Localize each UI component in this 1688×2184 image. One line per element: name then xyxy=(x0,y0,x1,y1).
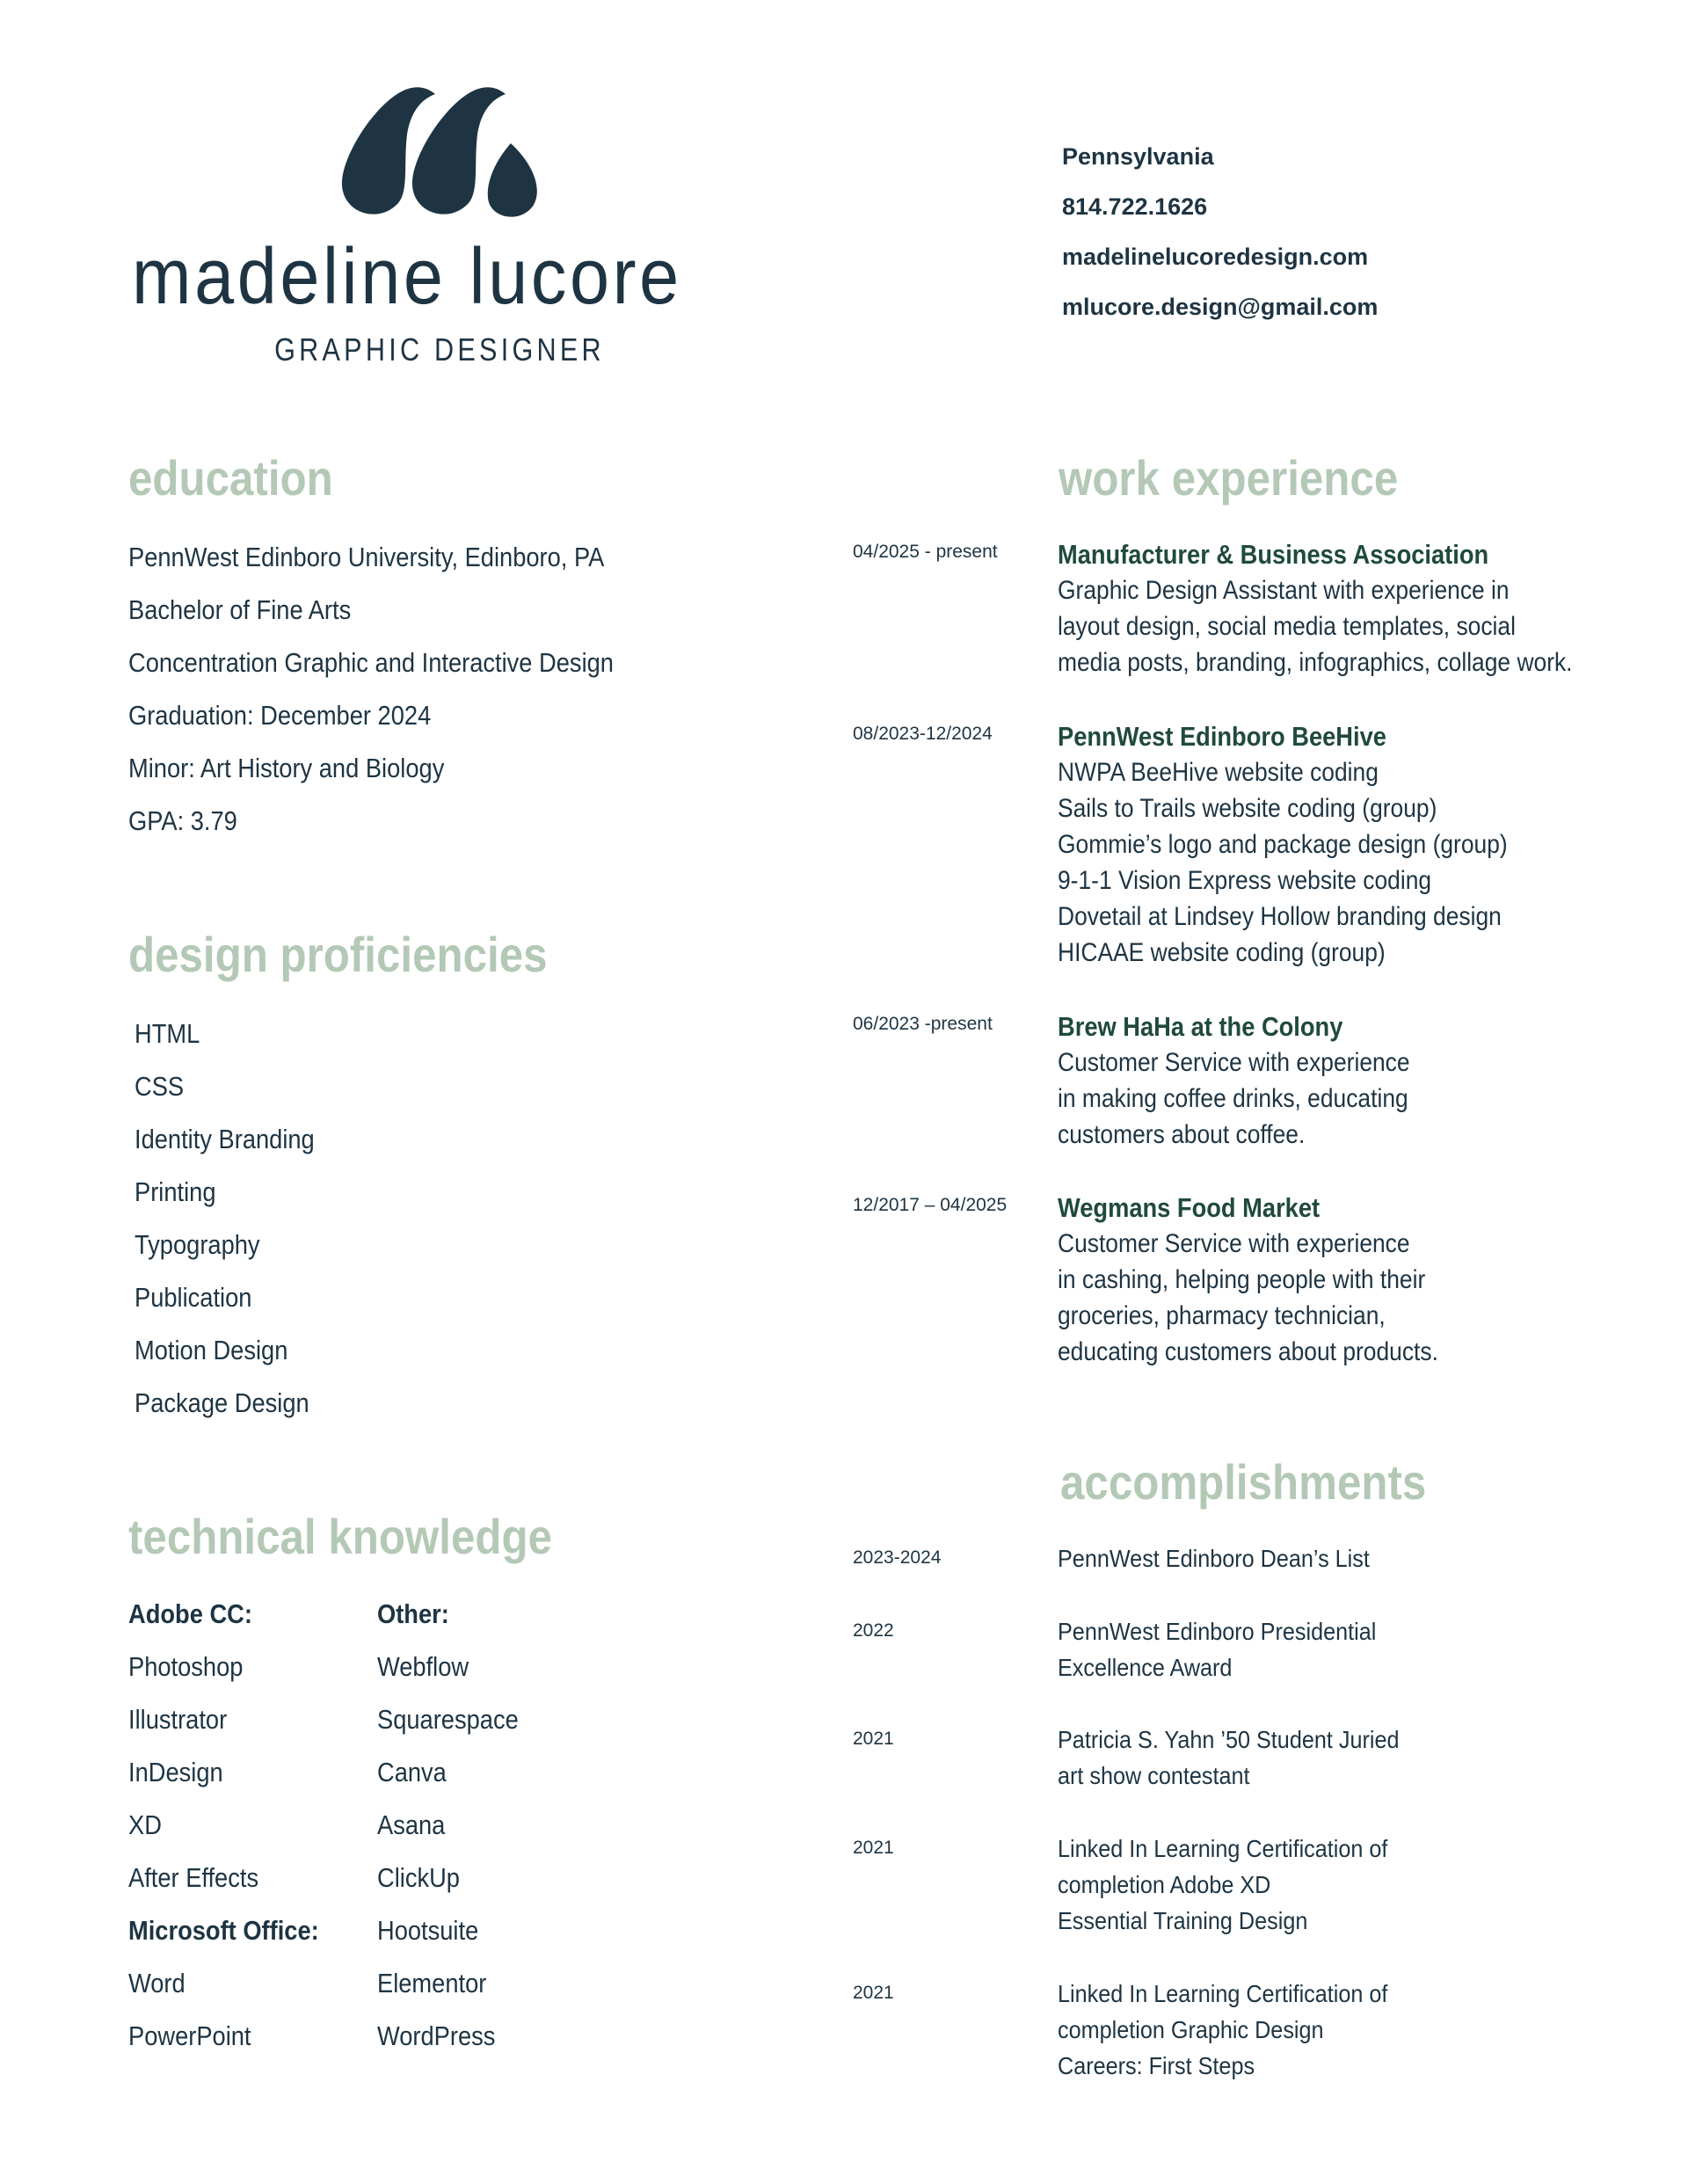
technical-item: InDesign xyxy=(128,1757,223,1787)
education-heading: education xyxy=(128,450,333,506)
technical-group-heading: Other: xyxy=(377,1598,449,1629)
contact-website: madelinelucoredesign.com xyxy=(1062,244,1369,270)
accomplishment-line: art show contestant xyxy=(1058,1762,1250,1789)
work-date: 08/2023-12/2024 xyxy=(853,724,993,744)
technical-item: Webflow xyxy=(377,1651,469,1682)
work-employer: Manufacturer & Business Association xyxy=(1058,539,1489,570)
accomplishment-date: 2023-2024 xyxy=(853,1547,942,1568)
technical-item: WordPress xyxy=(377,2020,496,2051)
proficiency-item: CSS xyxy=(135,1071,185,1102)
education-item: Concentration Graphic and Interactive Design xyxy=(128,647,614,678)
contact-location: Pennsylvania xyxy=(1062,143,1214,170)
work-date: 06/2023 -present xyxy=(853,1014,993,1034)
accomplishment-line: Careers: First Steps xyxy=(1058,2052,1255,2079)
technical-item: PowerPoint xyxy=(128,2020,251,2051)
proficiency-item: HTML xyxy=(135,1018,200,1049)
proficiencies-list xyxy=(135,1008,339,1430)
work-line: groceries, pharmacy technician, xyxy=(1058,1301,1386,1330)
proficiencies-heading: design proficiencies xyxy=(128,927,548,982)
education-item: PennWest Edinboro University, Edinboro, PA xyxy=(128,542,605,572)
accomplishment-date: 2021 xyxy=(853,1983,894,2003)
work-line: Dovetail at Lindsey Hollow branding design xyxy=(1058,902,1502,931)
accomplishments-heading: accomplishments xyxy=(1060,1454,1427,1510)
accomplishment-line: completion Adobe XD xyxy=(1058,1871,1271,1898)
proficiency-item: Identity Branding xyxy=(135,1124,315,1154)
technical-item: Asana xyxy=(377,1809,446,1840)
work-line: 9-1-1 Vision Express website coding xyxy=(1058,866,1432,895)
accomplishment-date: 2022 xyxy=(853,1620,894,1641)
technical-item: ClickUp xyxy=(377,1862,460,1893)
work-line: Customer Service with experience xyxy=(1058,1048,1410,1077)
accomplishment-date: 2021 xyxy=(853,1729,894,1749)
work-line: educating customers about products. xyxy=(1058,1337,1438,1366)
proficiency-item: Typography xyxy=(135,1229,260,1260)
proficiency-item: Printing xyxy=(135,1176,216,1207)
accomplishment-line: PennWest Edinboro Dean’s List xyxy=(1058,1545,1370,1572)
proficiency-item: Package Design xyxy=(135,1387,309,1418)
technical-item: After Effects xyxy=(128,1862,259,1893)
technical-col-adobe xyxy=(128,1588,345,2063)
technical-group-heading: Adobe CC: xyxy=(128,1598,252,1629)
work-line: Gommie’s logo and package design (group) xyxy=(1058,830,1508,859)
work-line: Sails to Trails website coding (group) xyxy=(1058,794,1437,823)
technical-group-heading: Microsoft Office: xyxy=(128,1915,319,1946)
work-line: layout design, social media templates, social xyxy=(1058,612,1516,641)
accomplishment-line: Excellence Award xyxy=(1058,1654,1233,1681)
work-date: 12/2017 – 04/2025 xyxy=(853,1195,1008,1215)
work-date: 04/2025 - present xyxy=(853,542,998,562)
education-list xyxy=(128,531,680,848)
technical-item: Illustrator xyxy=(128,1704,228,1735)
technical-heading: technical knowledge xyxy=(128,1509,552,1564)
technical-item: Photoshop xyxy=(128,1651,244,1682)
technical-col-other xyxy=(377,1588,538,2063)
work-line: media posts, branding, infographics, collage work. xyxy=(1058,648,1573,677)
education-item: Graduation: December 2024 xyxy=(128,700,432,731)
work-line: in cashing, helping people with their xyxy=(1058,1265,1426,1294)
contact-block xyxy=(1062,132,1378,332)
technical-item: Squarespace xyxy=(377,1704,519,1735)
technical-item: Elementor xyxy=(377,1968,487,1998)
technical-item: Word xyxy=(128,1968,186,1998)
education-item: Minor: Art History and Biology xyxy=(128,753,445,783)
accomplishment-line: Patricia S. Yahn ’50 Student Juried xyxy=(1058,1726,1400,1753)
accomplishment-line: Linked In Learning Certification of xyxy=(1058,1835,1388,1862)
accomplishment-line: completion Graphic Design xyxy=(1058,2016,1324,2043)
accomplishment-line: Essential Training Design xyxy=(1058,1907,1308,1934)
proficiency-item: Motion Design xyxy=(135,1335,288,1365)
work-line: Graphic Design Assistant with experience in xyxy=(1058,576,1510,605)
logo-mark xyxy=(338,82,542,222)
accomplishment-line: PennWest Edinboro Presidential xyxy=(1058,1618,1377,1645)
accomplishment-date: 2021 xyxy=(853,1838,894,1858)
work-employer: Wegmans Food Market xyxy=(1058,1192,1321,1223)
work-employer: PennWest Edinboro BeeHive xyxy=(1058,721,1386,752)
work-line: NWPA BeeHive website coding xyxy=(1058,758,1379,787)
technical-item: Canva xyxy=(377,1757,447,1787)
technical-item: Hootsuite xyxy=(377,1915,479,1946)
work-line: in making coffee drinks, educating xyxy=(1058,1084,1408,1113)
work-line: HICAAE website coding (group) xyxy=(1058,938,1386,967)
education-item: GPA: 3.79 xyxy=(128,805,237,836)
contact-phone: 814.722.1626 xyxy=(1062,193,1208,220)
work-employer: Brew HaHa at the Colony xyxy=(1058,1011,1343,1042)
technical-item: XD xyxy=(128,1809,162,1840)
accomplishment-line: Linked In Learning Certification of xyxy=(1058,1980,1388,2007)
education-item: Bachelor of Fine Arts xyxy=(128,594,352,625)
work-heading: work experience xyxy=(1059,450,1399,506)
name-title: madeline lucore xyxy=(132,233,682,321)
proficiency-item: Publication xyxy=(135,1282,252,1313)
work-line: Customer Service with experience xyxy=(1058,1229,1410,1258)
contact-email: mlucore.design@gmail.com xyxy=(1062,294,1379,320)
role-subtitle: GRAPHIC DESIGNER xyxy=(274,331,605,368)
work-line: customers about coffee. xyxy=(1058,1120,1306,1149)
